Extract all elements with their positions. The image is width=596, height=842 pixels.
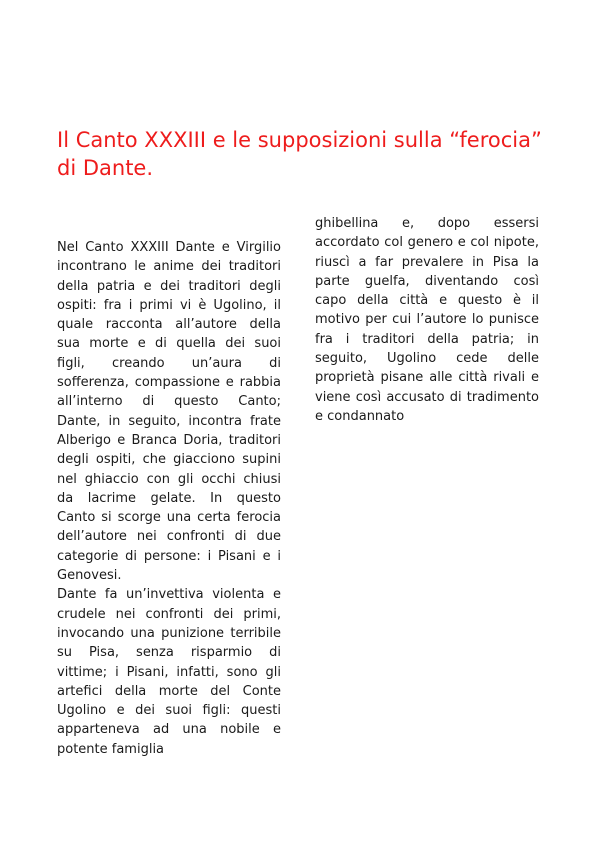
- left-text-column: [57, 238, 281, 759]
- right-text-column: [315, 214, 539, 426]
- page-title: Il Canto XXXIII e le supposizioni sulla “ferocia” di Dante.: [57, 128, 542, 180]
- paragraph: Nel Canto XXXIII Dante e Virgilio incontrano le anime dei traditori della patria e dei traditori degli ospiti: fra i primi vi è Ugolino, il quale racconta all’autore della sua morte e di quella dei suoi figli, creando un’aura di sofferenza, compassione e rabbia all’interno di questo Canto; Dante, in seguito, incontra frate Alberigo e Branca Doria, traditori degli ospiti, che giacciono supini nel ghiaccio con gli occhi chiusi da lacrime gelate. In questo Canto si scorge una certa ferocia dell’autore nei confronti di due categorie di persone: i Pisani e i Genovesi.: [57, 240, 281, 584]
- paragraph: ghibellina e, dopo essersi accordato col genero e col nipote, riuscì a far prevalere in Pisa la parte guelfa, diventando così capo della città e questo è il motivo per cui l’autore lo punisce fra i traditori della patria; in seguito, Ugolino cede delle proprietà pisane alle città rivali e viene così accusato di tradimento e condannato: [315, 216, 539, 424]
- paragraph: Dante fa un’invettiva violenta e crudele nei confronti dei primi, invocando una punizione terribile su Pisa, senza risparmio di vittime; i Pisani, infatti, sono gli artefici della morte del Conte Ugolino e dei suoi figli: questi apparteneva ad una nobile e potente famiglia: [57, 587, 281, 757]
